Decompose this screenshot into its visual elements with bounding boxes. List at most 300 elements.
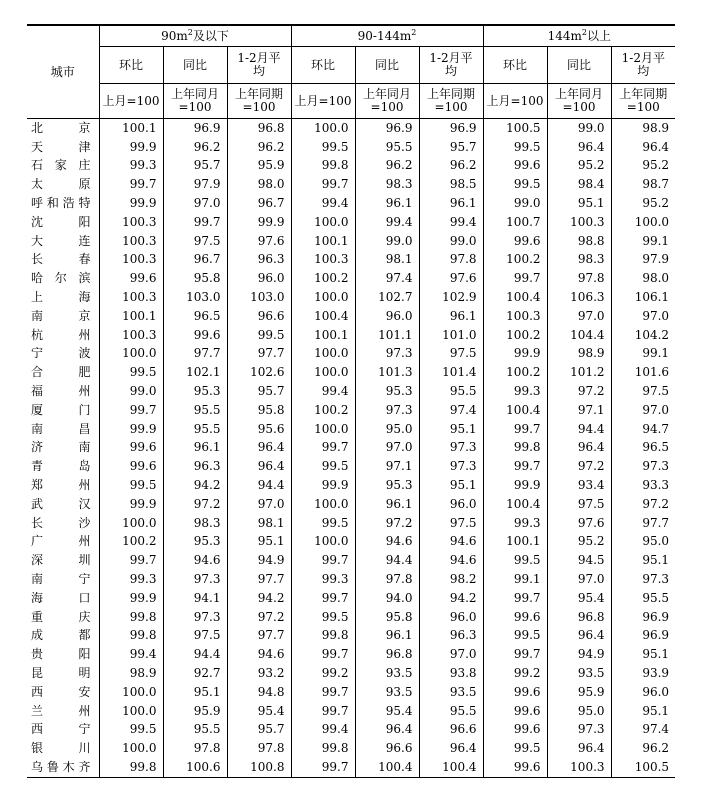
index-value: 95.5 xyxy=(163,401,227,420)
index-value: 100.1 xyxy=(291,326,355,345)
index-value: 96.4 xyxy=(227,457,291,476)
index-value: 101.2 xyxy=(547,363,611,382)
index-value: 95.1 xyxy=(419,476,483,495)
index-value: 100.3 xyxy=(547,758,611,777)
index-value: 97.3 xyxy=(419,439,483,458)
index-value: 100.3 xyxy=(99,288,163,307)
city-name: 上海 xyxy=(31,290,91,305)
index-value: 100.4 xyxy=(355,758,419,777)
table-row xyxy=(27,533,675,552)
index-value: 95.0 xyxy=(355,420,419,439)
index-value: 100.0 xyxy=(291,533,355,552)
avg-header: 1-2月平均 xyxy=(227,47,291,84)
city-name: 重庆 xyxy=(31,609,91,624)
table-row xyxy=(27,157,675,176)
index-value: 96.8 xyxy=(227,119,291,138)
index-value: 95.2 xyxy=(547,533,611,552)
index-value: 99.8 xyxy=(291,739,355,758)
index-value: 99.6 xyxy=(99,457,163,476)
index-value: 94.9 xyxy=(547,645,611,664)
index-value: 97.0 xyxy=(419,645,483,664)
index-value: 100.4 xyxy=(419,758,483,777)
index-value: 95.1 xyxy=(163,683,227,702)
city-name: 石家庄 xyxy=(31,158,91,173)
avg-header: 1-2月平均 xyxy=(419,47,483,84)
index-value: 95.4 xyxy=(547,589,611,608)
index-value: 100.1 xyxy=(483,533,547,552)
index-value: 99.9 xyxy=(483,476,547,495)
table-row xyxy=(27,420,675,439)
index-value: 97.4 xyxy=(611,721,675,740)
city-name: 杭州 xyxy=(31,327,91,342)
index-value: 95.7 xyxy=(227,382,291,401)
index-value: 98.3 xyxy=(355,175,419,194)
table-row xyxy=(27,627,675,646)
index-value: 96.1 xyxy=(419,194,483,213)
group-header-small: $90m^2$及以下 xyxy=(99,26,291,47)
index-value: 100.0 xyxy=(99,345,163,364)
city-name: 西宁 xyxy=(31,722,91,737)
index-value: 94.6 xyxy=(419,533,483,552)
index-value: 96.0 xyxy=(419,608,483,627)
index-value: 98.4 xyxy=(547,175,611,194)
index-value: 99.7 xyxy=(99,401,163,420)
index-value: 95.9 xyxy=(227,157,291,176)
index-value: 95.2 xyxy=(611,157,675,176)
index-value: 98.0 xyxy=(611,269,675,288)
table-row xyxy=(27,664,675,683)
index-value: 97.8 xyxy=(163,739,227,758)
index-value: 96.6 xyxy=(355,739,419,758)
index-value: 99.5 xyxy=(99,721,163,740)
table-row xyxy=(27,138,675,157)
index-value: 95.8 xyxy=(227,401,291,420)
index-value: 102.7 xyxy=(355,288,419,307)
index-value: 99.3 xyxy=(483,382,547,401)
city-name: 长春 xyxy=(31,252,91,267)
index-value: 92.7 xyxy=(163,664,227,683)
city-name: 太原 xyxy=(31,177,91,192)
index-value: 99.5 xyxy=(291,608,355,627)
table-row xyxy=(27,401,675,420)
index-value: 95.4 xyxy=(227,702,291,721)
table-row xyxy=(27,589,675,608)
index-value: 100.0 xyxy=(611,213,675,232)
index-value: 100.1 xyxy=(99,119,163,138)
index-value: 95.6 xyxy=(227,420,291,439)
index-value: 100.4 xyxy=(291,307,355,326)
index-value: 99.8 xyxy=(99,608,163,627)
index-value: 96.8 xyxy=(355,645,419,664)
index-value: 99.7 xyxy=(291,683,355,702)
index-value: 101.0 xyxy=(419,326,483,345)
index-value: 97.3 xyxy=(547,721,611,740)
index-value: 100.3 xyxy=(547,213,611,232)
index-value: 100.4 xyxy=(483,401,547,420)
index-value: 95.1 xyxy=(227,533,291,552)
index-value: 102.6 xyxy=(227,363,291,382)
mom-base-header: 上月=100 xyxy=(99,84,163,119)
index-value: 97.2 xyxy=(547,382,611,401)
index-value: 100.0 xyxy=(291,495,355,514)
mom-header: 环比 xyxy=(99,47,163,84)
index-value: 95.9 xyxy=(547,683,611,702)
index-value: 101.6 xyxy=(611,363,675,382)
index-value: 97.4 xyxy=(419,401,483,420)
index-value: 94.1 xyxy=(163,589,227,608)
city-name: 合肥 xyxy=(31,365,91,380)
index-value: 99.0 xyxy=(99,382,163,401)
index-value: 94.6 xyxy=(419,551,483,570)
index-value: 103.0 xyxy=(227,288,291,307)
index-value: 96.7 xyxy=(163,251,227,270)
index-value: 95.1 xyxy=(611,551,675,570)
mom-base-header: 上月=100 xyxy=(483,84,547,119)
index-value: 104.4 xyxy=(547,326,611,345)
index-value: 99.7 xyxy=(483,457,547,476)
index-value: 98.5 xyxy=(419,175,483,194)
index-value: 99.2 xyxy=(291,664,355,683)
index-value: 97.5 xyxy=(419,345,483,364)
index-value: 106.3 xyxy=(547,288,611,307)
index-value: 97.0 xyxy=(355,439,419,458)
index-value: 99.9 xyxy=(99,138,163,157)
city-name: 深圳 xyxy=(31,553,91,568)
index-value: 94.2 xyxy=(227,589,291,608)
index-value: 95.3 xyxy=(163,382,227,401)
index-value: 99.7 xyxy=(291,645,355,664)
index-value: 99.4 xyxy=(355,213,419,232)
index-value: 97.6 xyxy=(419,269,483,288)
index-value: 94.6 xyxy=(163,551,227,570)
index-value: 99.5 xyxy=(99,363,163,382)
index-value: 97.0 xyxy=(163,194,227,213)
index-value: 97.5 xyxy=(419,514,483,533)
table-row xyxy=(27,551,675,570)
index-value: 100.7 xyxy=(483,213,547,232)
city-name: 济南 xyxy=(31,440,91,455)
index-value: 95.5 xyxy=(419,382,483,401)
index-value: 98.3 xyxy=(547,251,611,270)
index-value: 99.7 xyxy=(163,213,227,232)
index-value: 93.5 xyxy=(547,664,611,683)
index-value: 97.8 xyxy=(547,269,611,288)
index-value: 100.2 xyxy=(483,363,547,382)
index-value: 99.6 xyxy=(483,721,547,740)
index-value: 100.2 xyxy=(291,269,355,288)
index-value: 99.5 xyxy=(99,476,163,495)
yoy-header: 同比 xyxy=(355,47,419,84)
index-value: 95.5 xyxy=(163,721,227,740)
index-value: 96.4 xyxy=(611,138,675,157)
table-row xyxy=(27,363,675,382)
index-value: 96.9 xyxy=(163,119,227,138)
index-value: 97.7 xyxy=(163,345,227,364)
index-value: 98.2 xyxy=(419,570,483,589)
index-value: 100.0 xyxy=(291,119,355,138)
index-value: 98.8 xyxy=(547,232,611,251)
index-value: 96.0 xyxy=(611,683,675,702)
city-name: 昆明 xyxy=(31,666,91,680)
index-value: 100.2 xyxy=(483,326,547,345)
index-value: 100.1 xyxy=(99,307,163,326)
table-row xyxy=(27,570,675,589)
index-value: 95.4 xyxy=(355,702,419,721)
index-value: 97.8 xyxy=(419,251,483,270)
city-name: 成都 xyxy=(31,628,91,643)
index-value: 97.8 xyxy=(355,570,419,589)
price-index-table xyxy=(27,25,675,778)
index-value: 100.5 xyxy=(483,119,547,138)
index-value: 96.1 xyxy=(355,495,419,514)
index-value: 99.3 xyxy=(291,570,355,589)
index-value: 100.0 xyxy=(291,420,355,439)
mom-header: 环比 xyxy=(483,47,547,84)
table-row xyxy=(27,288,675,307)
index-value: 96.5 xyxy=(163,307,227,326)
city-name: 青岛 xyxy=(31,459,91,474)
city-name: 沈阳 xyxy=(31,214,91,229)
index-value: 97.2 xyxy=(355,514,419,533)
index-value: 97.2 xyxy=(547,457,611,476)
index-value: 99.0 xyxy=(355,232,419,251)
index-value: 99.3 xyxy=(99,157,163,176)
table-row xyxy=(27,213,675,232)
yoy-header: 同比 xyxy=(547,47,611,84)
index-value: 94.2 xyxy=(419,589,483,608)
index-value: 99.4 xyxy=(291,194,355,213)
index-value: 94.6 xyxy=(227,645,291,664)
table-row xyxy=(27,382,675,401)
index-value: 106.1 xyxy=(611,288,675,307)
index-value: 97.0 xyxy=(611,401,675,420)
index-value: 99.6 xyxy=(483,608,547,627)
table-row xyxy=(27,476,675,495)
yoy-header: 同比 xyxy=(163,47,227,84)
index-value: 93.3 xyxy=(611,476,675,495)
index-value: 95.5 xyxy=(163,420,227,439)
index-value: 98.7 xyxy=(611,175,675,194)
index-value: 98.0 xyxy=(227,175,291,194)
city-name: 武汉 xyxy=(31,496,91,511)
city-name: 呼和浩特 xyxy=(31,196,91,211)
index-value: 97.7 xyxy=(227,627,291,646)
index-value: 96.9 xyxy=(355,119,419,138)
index-value: 97.0 xyxy=(611,307,675,326)
index-value: 99.0 xyxy=(547,119,611,138)
index-value: 98.9 xyxy=(611,119,675,138)
index-value: 94.5 xyxy=(547,551,611,570)
table-row xyxy=(27,608,675,627)
index-value: 97.5 xyxy=(163,232,227,251)
index-value: 100.0 xyxy=(291,345,355,364)
index-value: 96.1 xyxy=(355,194,419,213)
index-value: 97.3 xyxy=(355,345,419,364)
table-row xyxy=(27,495,675,514)
index-value: 99.9 xyxy=(99,194,163,213)
city-name: 天津 xyxy=(31,139,91,154)
table-row xyxy=(27,683,675,702)
index-value: 97.3 xyxy=(163,608,227,627)
index-value: 95.7 xyxy=(227,721,291,740)
index-value: 97.2 xyxy=(163,495,227,514)
index-value: 99.7 xyxy=(99,551,163,570)
index-value: 95.2 xyxy=(611,194,675,213)
index-value: 99.1 xyxy=(483,570,547,589)
index-value: 94.4 xyxy=(163,645,227,664)
index-value: 100.3 xyxy=(99,232,163,251)
index-value: 100.4 xyxy=(483,495,547,514)
index-value: 100.3 xyxy=(99,251,163,270)
index-value: 96.9 xyxy=(611,608,675,627)
index-value: 102.1 xyxy=(163,363,227,382)
index-value: 97.6 xyxy=(547,514,611,533)
index-value: 100.5 xyxy=(611,758,675,777)
index-value: 96.6 xyxy=(227,307,291,326)
index-value: 99.8 xyxy=(483,439,547,458)
index-value: 99.7 xyxy=(483,420,547,439)
city-name: 南京 xyxy=(31,308,91,323)
index-value: 99.7 xyxy=(291,702,355,721)
index-value: 95.1 xyxy=(611,645,675,664)
index-value: 96.0 xyxy=(419,495,483,514)
index-value: 100.8 xyxy=(227,758,291,777)
index-value: 99.0 xyxy=(483,194,547,213)
index-value: 96.2 xyxy=(611,739,675,758)
index-value: 98.9 xyxy=(547,345,611,364)
index-value: 100.2 xyxy=(291,401,355,420)
table-row xyxy=(27,739,675,758)
yoy-base-header: 上年同月=100 xyxy=(355,84,419,119)
index-value: 99.5 xyxy=(227,326,291,345)
index-value: 96.4 xyxy=(227,439,291,458)
index-value: 101.1 xyxy=(355,326,419,345)
index-value: 97.1 xyxy=(547,401,611,420)
city-name: 西安 xyxy=(31,684,91,699)
index-value: 97.0 xyxy=(227,495,291,514)
index-value: 97.1 xyxy=(355,457,419,476)
index-value: 96.3 xyxy=(163,457,227,476)
avg-header: 1-2月平均 xyxy=(611,47,675,84)
mom-header: 环比 xyxy=(291,47,355,84)
index-value: 99.7 xyxy=(291,758,355,777)
city-name: 乌鲁木齐 xyxy=(27,758,99,777)
index-value: 99.6 xyxy=(99,269,163,288)
index-value: 99.6 xyxy=(483,157,547,176)
index-value: 96.3 xyxy=(419,627,483,646)
index-value: 96.0 xyxy=(355,307,419,326)
index-value: 93.5 xyxy=(419,683,483,702)
table-row xyxy=(27,758,675,777)
index-value: 97.4 xyxy=(355,269,419,288)
index-value: 99.5 xyxy=(291,457,355,476)
index-value: 98.1 xyxy=(355,251,419,270)
index-value: 97.3 xyxy=(355,401,419,420)
table-row xyxy=(27,194,675,213)
index-value: 97.5 xyxy=(611,382,675,401)
index-value: 96.3 xyxy=(227,251,291,270)
index-value: 97.6 xyxy=(227,232,291,251)
index-value: 100.0 xyxy=(291,363,355,382)
index-value: 96.9 xyxy=(419,119,483,138)
index-value: 96.1 xyxy=(163,439,227,458)
index-value: 97.3 xyxy=(611,457,675,476)
index-value: 99.9 xyxy=(291,476,355,495)
index-value: 96.2 xyxy=(227,138,291,157)
index-value: 99.3 xyxy=(99,570,163,589)
index-value: 95.1 xyxy=(611,702,675,721)
index-value: 93.5 xyxy=(355,683,419,702)
yoy-base-header: 上年同月=100 xyxy=(163,84,227,119)
index-value: 99.9 xyxy=(99,495,163,514)
avg-base-header: 上年同期=100 xyxy=(419,84,483,119)
city-column-header: 城市 xyxy=(27,26,99,119)
index-value: 95.1 xyxy=(547,194,611,213)
index-value: 99.4 xyxy=(419,213,483,232)
table-row xyxy=(27,307,675,326)
index-value: 96.1 xyxy=(419,307,483,326)
city-name: 长沙 xyxy=(31,515,91,530)
index-value: 99.5 xyxy=(483,551,547,570)
index-value: 98.9 xyxy=(99,664,163,683)
index-value: 100.0 xyxy=(99,702,163,721)
index-value: 97.9 xyxy=(163,175,227,194)
index-value: 97.0 xyxy=(547,570,611,589)
index-value: 99.0 xyxy=(419,232,483,251)
city-name: 福州 xyxy=(31,384,91,399)
index-value: 97.0 xyxy=(547,307,611,326)
index-value: 93.4 xyxy=(547,476,611,495)
index-value: 97.5 xyxy=(163,627,227,646)
index-value: 96.6 xyxy=(419,721,483,740)
table-row xyxy=(27,721,675,740)
index-value: 99.6 xyxy=(483,758,547,777)
city-name: 郑州 xyxy=(31,478,91,493)
index-value: 100.2 xyxy=(483,251,547,270)
index-value: 104.2 xyxy=(611,326,675,345)
table-row xyxy=(27,119,675,138)
index-value: 99.5 xyxy=(291,138,355,157)
index-value: 99.5 xyxy=(483,175,547,194)
index-value: 94.7 xyxy=(611,420,675,439)
city-name: 宁波 xyxy=(31,346,91,361)
index-value: 99.7 xyxy=(99,175,163,194)
index-value: 99.5 xyxy=(483,138,547,157)
index-value: 95.0 xyxy=(547,702,611,721)
index-value: 99.4 xyxy=(291,382,355,401)
index-value: 96.4 xyxy=(547,138,611,157)
index-value: 96.4 xyxy=(355,721,419,740)
mom-base-header: 上月=100 xyxy=(291,84,355,119)
index-value: 97.7 xyxy=(227,570,291,589)
index-value: 101.4 xyxy=(419,363,483,382)
yoy-base-header: 上年同月=100 xyxy=(547,84,611,119)
index-value: 100.3 xyxy=(483,307,547,326)
index-value: 100.0 xyxy=(99,514,163,533)
table-body xyxy=(27,119,675,778)
index-value: 99.7 xyxy=(483,645,547,664)
index-value: 95.8 xyxy=(355,608,419,627)
index-value: 95.2 xyxy=(547,157,611,176)
index-value: 94.0 xyxy=(355,589,419,608)
index-value: 100.0 xyxy=(291,288,355,307)
index-value: 97.3 xyxy=(163,570,227,589)
city-name: 哈尔滨 xyxy=(31,271,91,286)
index-value: 95.3 xyxy=(163,533,227,552)
index-value: 99.6 xyxy=(483,702,547,721)
index-value: 95.8 xyxy=(163,269,227,288)
index-value: 100.3 xyxy=(291,251,355,270)
